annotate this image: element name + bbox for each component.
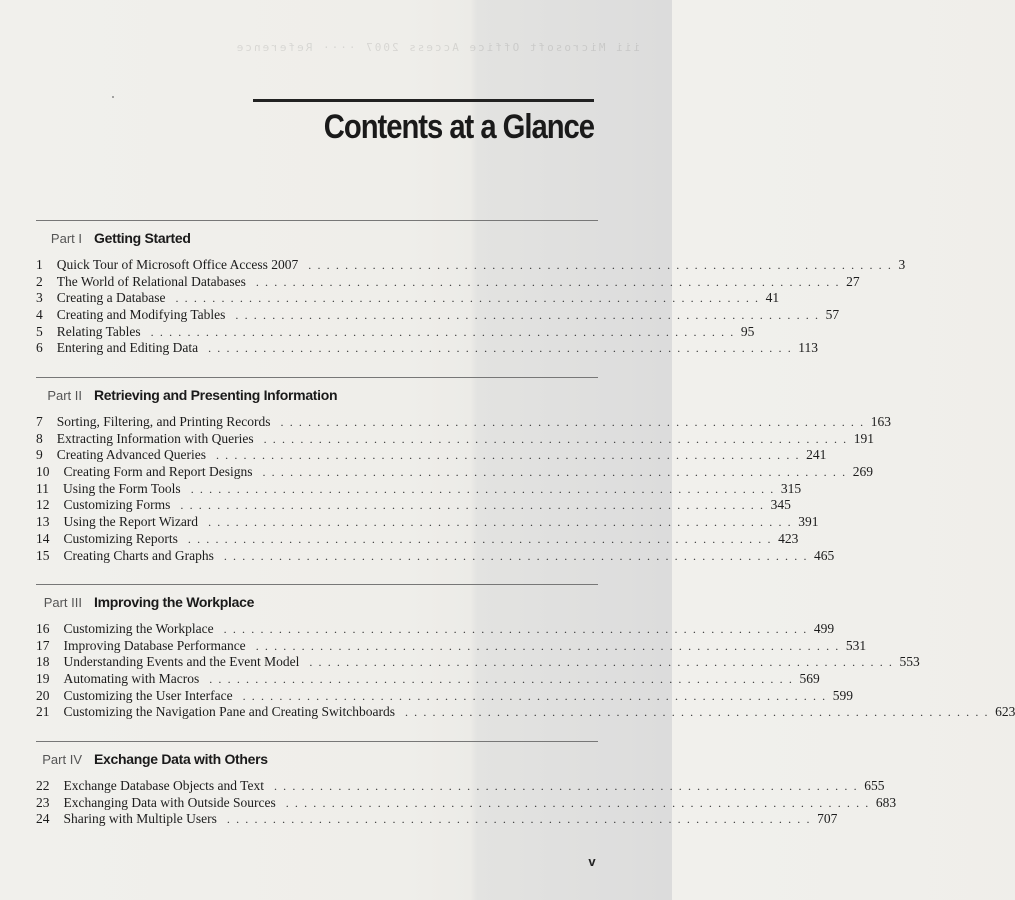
chapter-page: 269 bbox=[852, 464, 873, 480]
chapter-entry bbox=[36, 671, 820, 688]
dot-leader: . . . . . . . . . . . . . . . . . . . . . . . . . . . . . . . . . . . . . . . . . . . . . . . . . . . . . . . . . . . . . . . . bbox=[242, 688, 827, 703]
chapter-entry bbox=[36, 794, 897, 812]
chapter-entry bbox=[36, 414, 891, 431]
chapter-entry bbox=[36, 637, 867, 655]
chapter-entry bbox=[36, 497, 791, 514]
dot-leader: . . . . . . . . . . . . . . . . . . . . . . . . . . . . . . . . . . . . . . . . . . . . . . . . . . . . . . . . . . . . . . . . bbox=[235, 308, 820, 323]
chapter-entry bbox=[36, 323, 755, 341]
chapter-number: 20 bbox=[36, 687, 50, 703]
chapter-page: 241 bbox=[806, 447, 827, 463]
chapter-number: 10 bbox=[36, 464, 50, 480]
chapter-number: 14 bbox=[36, 530, 50, 546]
chapter-number: 7 bbox=[36, 414, 43, 429]
part-heading bbox=[36, 230, 598, 250]
toc-part bbox=[36, 377, 891, 564]
chapter-page: 163 bbox=[870, 414, 891, 429]
chapter-page: 531 bbox=[845, 637, 867, 653]
dot-leader: . . . . . . . . . . . . . . . . . . . . . . . . . . . . . . . . . . . . . . . . . . . . . . . . . . . . . . . . . . . . . . . . bbox=[187, 531, 773, 546]
chapter-list bbox=[36, 778, 897, 828]
chapter-entry bbox=[36, 654, 920, 671]
part-rule bbox=[36, 377, 598, 378]
chapter-number: 9 bbox=[36, 447, 43, 463]
chapter-entry bbox=[36, 480, 802, 498]
dot-leader: . . . . . . . . . . . . . . . . . . . . . . . . . . . . . . . . . . . . . . . . . . . . . . . . . . . . . . . . . . . . . . . . bbox=[208, 515, 793, 530]
chapter-page: 315 bbox=[780, 480, 802, 496]
chapter-entry bbox=[36, 447, 827, 464]
dot-leader: . . . . . . . . . . . . . . . . . . . . . . . . . . . . . . . . . . . . . . . . . . . . . . . . . . . . . . . . . . . . . . . . bbox=[309, 655, 894, 670]
dot-leader: . . . . . . . . . . . . . . . . . . . . . . . . . . . . . . . . . . . . . . . . . . . . . . . . . . . . . . . . . . . . . . . . bbox=[180, 498, 765, 513]
chapter-number: 18 bbox=[36, 654, 50, 670]
chapter-number: 3 bbox=[36, 290, 43, 306]
chapter-entry bbox=[36, 430, 875, 448]
chapter-title: Extracting Information with Queries bbox=[56, 430, 254, 446]
chapter-list bbox=[36, 414, 891, 564]
chapter-list bbox=[36, 257, 906, 357]
dot-leader: . . . . . . . . . . . . . . . . . . . . . . . . . . . . . . . . . . . . . . . . . . . . . . . . . . . . . . . . . . . . . . . . bbox=[273, 779, 859, 793]
toc-part bbox=[36, 741, 897, 828]
chapter-number: 15 bbox=[36, 547, 50, 563]
chapter-title: Creating a Database bbox=[56, 290, 166, 306]
part-title: Improving the Workplace bbox=[94, 594, 255, 610]
page-folio: v bbox=[588, 854, 596, 869]
part-rule bbox=[36, 741, 598, 742]
chapter-list bbox=[36, 621, 1015, 721]
chapter-entry bbox=[36, 290, 780, 307]
chapter-number: 11 bbox=[36, 480, 49, 496]
dot-leader: . . . . . . . . . . . . . . . . . . . . . . . . . . . . . . . . . . . . . . . . . . . . . . . . . . . . . . . . . . . . . . . . bbox=[208, 341, 793, 356]
dot-leader: . . . . . . . . . . . . . . . . . . . . . . . . . . . . . . . . . . . . . . . . . . . . . . . . . . . . . . . . . . . . . . . . bbox=[263, 431, 848, 446]
chapter-page: 27 bbox=[846, 273, 860, 289]
chapter-title: Relating Tables bbox=[56, 323, 141, 339]
chapter-entry bbox=[36, 307, 840, 324]
chapter-title: Customizing Forms bbox=[63, 497, 171, 513]
part-label: Part I bbox=[50, 231, 82, 246]
chapter-title: Exchange Database Objects and Text bbox=[63, 778, 264, 793]
chapter-page: 57 bbox=[825, 307, 840, 323]
toc-part bbox=[36, 584, 1015, 721]
chapter-number: 8 bbox=[36, 430, 43, 446]
chapter-entry bbox=[36, 687, 854, 705]
chapter-number: 23 bbox=[36, 794, 50, 810]
chapter-page: 553 bbox=[899, 654, 920, 670]
dot-leader: . . . . . . . . . . . . . . . . . . . . . . . . . . . . . . . . . . . . . . . . . . . . . . . . . . . . . . . . . . . . . . . . bbox=[209, 672, 794, 687]
paper-speck bbox=[112, 96, 114, 98]
dot-leader: . . . . . . . . . . . . . . . . . . . . . . . . . . . . . . . . . . . . . . . . . . . . . . . . . . . . . . . . . . . . . . . . bbox=[215, 448, 801, 463]
chapter-page: 465 bbox=[814, 547, 835, 563]
chapter-title: Sorting, Filtering, and Printing Records bbox=[56, 414, 271, 429]
part-title: Getting Started bbox=[94, 230, 191, 246]
dot-leader: . . . . . . . . . . . . . . . . . . . . . . . . . . . . . . . . . . . . . . . . . . . . . . . . . . . . . . . . . . . . . . . . bbox=[404, 705, 990, 720]
chapter-title: Creating Advanced Queries bbox=[56, 447, 206, 463]
chapter-page: 569 bbox=[799, 671, 820, 687]
chapter-title: Improving Database Performance bbox=[63, 637, 246, 653]
chapter-title: The World of Relational Databases bbox=[56, 273, 246, 289]
chapter-page: 655 bbox=[864, 778, 885, 793]
chapter-number: 17 bbox=[36, 637, 50, 653]
chapter-entry bbox=[36, 778, 885, 795]
chapter-number: 5 bbox=[36, 323, 43, 339]
dot-leader: . . . . . . . . . . . . . . . . . . . . . . . . . . . . . . . . . . . . . . . . . . . . . . . . . . . . . . . . . . . . . . . . bbox=[285, 795, 870, 810]
chapter-page: 95 bbox=[740, 323, 755, 339]
chapter-page: 113 bbox=[798, 340, 819, 356]
chapter-entry bbox=[36, 547, 835, 565]
dot-leader: . . . . . . . . . . . . . . . . . . . . . . . . . . . . . . . . . . . . . . . . . . . . . . . . . . . . . . . . . . . . . . . . bbox=[280, 415, 865, 429]
chapter-number: 6 bbox=[36, 340, 43, 356]
chapter-title: Creating and Modifying Tables bbox=[56, 307, 226, 323]
part-title: Exchange Data with Others bbox=[94, 751, 268, 767]
page-title: Contents at a Glance bbox=[323, 108, 594, 146]
dot-leader: . . . . . . . . . . . . . . . . . . . . . . . . . . . . . . . . . . . . . . . . . . . . . . . . . . . . . . . . . . . . . . . . bbox=[223, 548, 809, 563]
chapter-number: 16 bbox=[36, 621, 50, 636]
part-heading bbox=[36, 387, 598, 407]
chapter-title: Customizing Reports bbox=[63, 530, 178, 546]
part-heading bbox=[36, 594, 598, 614]
dot-leader: . . . . . . . . . . . . . . . . . . . . . . . . . . . . . . . . . . . . . . . . . . . . . . . . . . . . . . . . . . . . . . . . bbox=[190, 481, 775, 496]
chapter-page: 3 bbox=[898, 257, 906, 272]
chapter-number: 4 bbox=[36, 307, 43, 323]
chapter-entry bbox=[36, 464, 873, 481]
chapter-title: Automating with Macros bbox=[63, 671, 200, 687]
chapter-title: Creating Form and Report Designs bbox=[63, 464, 253, 480]
chapter-title: Using the Form Tools bbox=[63, 480, 181, 496]
chapter-title: Understanding Events and the Event Model bbox=[63, 654, 300, 670]
part-heading bbox=[36, 751, 598, 771]
chapter-title: Customizing the Navigation Pane and Creating Switchboards bbox=[63, 704, 395, 720]
chapter-entry bbox=[36, 811, 838, 828]
chapter-page: 499 bbox=[813, 621, 835, 636]
chapter-page: 345 bbox=[770, 497, 791, 513]
chapter-entry bbox=[36, 704, 1015, 721]
chapter-page: 41 bbox=[765, 290, 780, 306]
dot-leader: . . . . . . . . . . . . . . . . . . . . . . . . . . . . . . . . . . . . . . . . . . . . . . . . . . . . . . . . . . . . . . . . bbox=[262, 465, 847, 480]
chapter-title: Entering and Editing Data bbox=[56, 340, 199, 356]
chapter-entry bbox=[36, 514, 819, 531]
dot-leader: . . . . . . . . . . . . . . . . . . . . . . . . . . . . . . . . . . . . . . . . . . . . . . . . . . . . . . . . . . . . . . . . bbox=[150, 324, 735, 339]
chapter-entry bbox=[36, 340, 819, 357]
chapter-number: 19 bbox=[36, 671, 50, 687]
chapter-title: Using the Report Wizard bbox=[63, 514, 199, 530]
chapter-title: Customizing the User Interface bbox=[63, 687, 233, 703]
chapter-entry bbox=[36, 273, 860, 291]
chapter-number: 21 bbox=[36, 704, 50, 720]
part-rule bbox=[36, 584, 598, 585]
chapter-title: Exchanging Data with Outside Sources bbox=[63, 794, 276, 810]
dot-leader: . . . . . . . . . . . . . . . . . . . . . . . . . . . . . . . . . . . . . . . . . . . . . . . . . . . . . . . . . . . . . . . . bbox=[255, 638, 840, 653]
dot-leader: . . . . . . . . . . . . . . . . . . . . . . . . . . . . . . . . . . . . . . . . . . . . . . . . . . . . . . . . . . . . . . . . bbox=[223, 622, 808, 636]
chapter-page: 423 bbox=[778, 530, 799, 546]
chapter-page: 623 bbox=[995, 704, 1015, 720]
chapter-page: 707 bbox=[817, 811, 838, 827]
chapter-number: 13 bbox=[36, 514, 50, 530]
dot-leader: . . . . . . . . . . . . . . . . . . . . . . . . . . . . . . . . . . . . . . . . . . . . . . . . . . . . . . . . . . . . . . . . bbox=[308, 258, 893, 272]
chapter-entry bbox=[36, 257, 906, 274]
chapter-page: 191 bbox=[853, 430, 875, 446]
chapter-number: 22 bbox=[36, 778, 50, 793]
chapter-entry bbox=[36, 530, 799, 548]
title-rule bbox=[253, 99, 594, 102]
dot-leader: . . . . . . . . . . . . . . . . . . . . . . . . . . . . . . . . . . . . . . . . . . . . . . . . . . . . . . . . . . . . . . . . bbox=[175, 291, 760, 306]
chapter-page: 391 bbox=[798, 514, 819, 530]
part-title: Retrieving and Presenting Information bbox=[94, 387, 338, 403]
part-rule bbox=[36, 220, 598, 221]
chapter-number: 12 bbox=[36, 497, 50, 513]
chapter-title: Creating Charts and Graphs bbox=[63, 547, 214, 563]
part-label: Part III bbox=[43, 595, 82, 610]
chapter-page: 599 bbox=[832, 687, 854, 703]
show-through-text: iii Microsoft Office Access 2007 ···· Reference bbox=[234, 41, 640, 54]
chapter-number: 24 bbox=[36, 811, 50, 827]
chapter-number: 1 bbox=[36, 257, 43, 272]
dot-leader: . . . . . . . . . . . . . . . . . . . . . . . . . . . . . . . . . . . . . . . . . . . . . . . . . . . . . . . . . . . . . . . . bbox=[255, 274, 841, 289]
chapter-title: Customizing the Workplace bbox=[63, 621, 214, 636]
part-label: Part IV bbox=[42, 752, 82, 767]
chapter-page: 683 bbox=[875, 794, 897, 810]
chapter-title: Quick Tour of Microsoft Office Access 2007 bbox=[56, 257, 299, 272]
toc-part bbox=[36, 220, 906, 357]
chapter-entry bbox=[36, 621, 835, 638]
chapter-number: 2 bbox=[36, 273, 43, 289]
part-label: Part II bbox=[47, 388, 82, 403]
dot-leader: . . . . . . . . . . . . . . . . . . . . . . . . . . . . . . . . . . . . . . . . . . . . . . . . . . . . . . . . . . . . . . . . bbox=[226, 812, 812, 827]
chapter-title: Sharing with Multiple Users bbox=[63, 811, 217, 827]
